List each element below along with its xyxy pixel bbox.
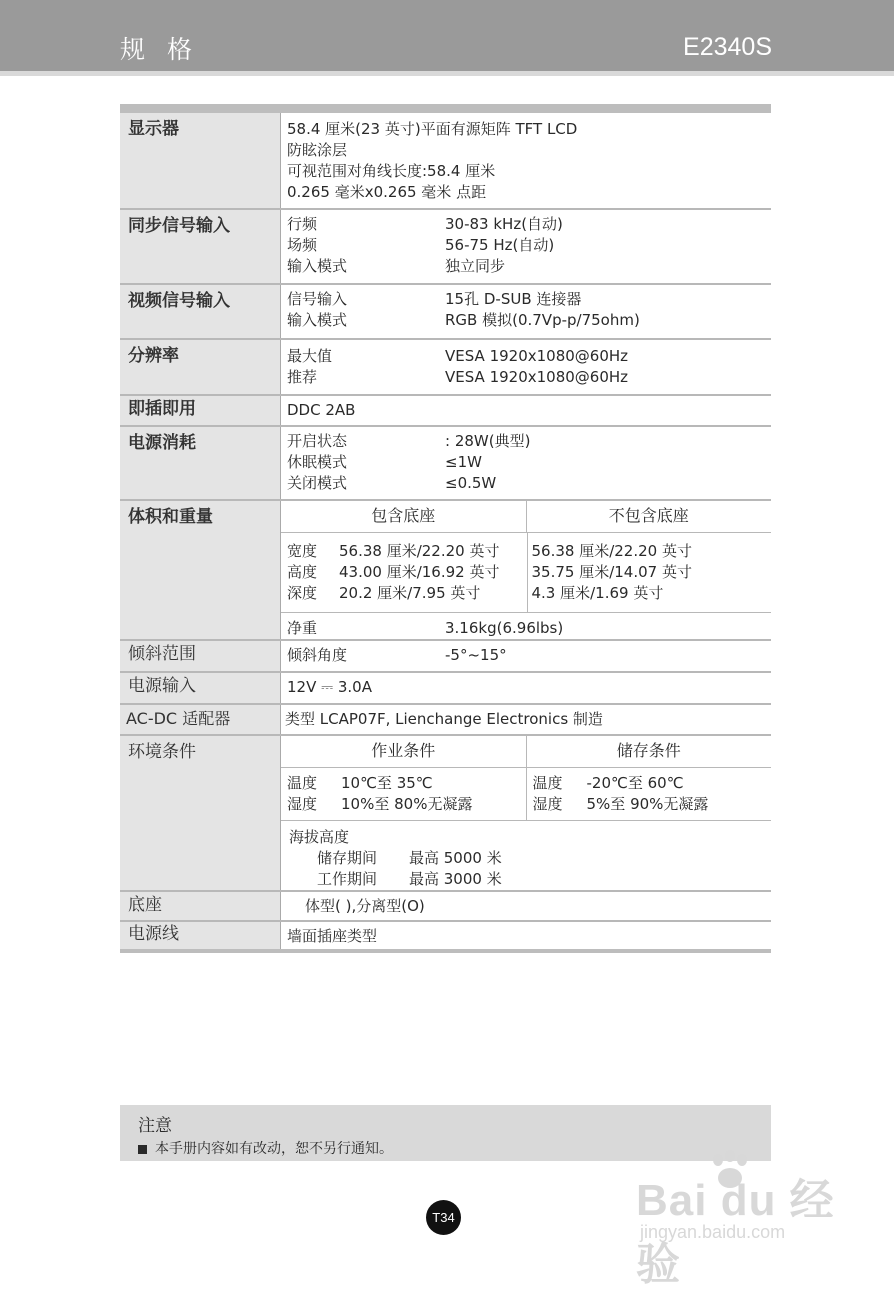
header-without-stand: 不包含底座 [608, 506, 689, 525]
environment-values [281, 768, 771, 821]
sync-key: 行频 [287, 215, 318, 233]
height-without: 35.75 厘米/14.07 英寸 [531, 563, 692, 581]
power-value: ≤1W [445, 453, 482, 471]
video-key: 输入模式 [287, 311, 348, 329]
label-adapter: AC-DC 适配器 [120, 705, 281, 734]
humidity-key: 湿度 [287, 795, 318, 813]
value-power [281, 427, 771, 499]
depth-with: 20.2 厘米/7.95 英寸 [339, 584, 481, 602]
watermark-brand: Bai du 经验 [636, 1176, 835, 1289]
row-display [120, 113, 771, 210]
height-key: 高度 [287, 563, 318, 581]
environment-header [281, 736, 771, 768]
depth-without: 4.3 厘米/1.69 英寸 [531, 584, 664, 602]
label-base: 底座 [120, 892, 281, 920]
env-storage [527, 768, 772, 820]
display-line: 防眩涂层 [287, 141, 348, 159]
row-dimensions [120, 501, 771, 641]
altitude-title: 海拔高度 [289, 828, 350, 846]
display-line: 可视范围对角线长度:58.4 厘米 [287, 162, 496, 180]
width-key: 宽度 [287, 542, 318, 560]
sync-key: 场频 [287, 236, 318, 254]
note-title: 注意 [138, 1116, 172, 1136]
value-video [281, 285, 771, 338]
altitude-storage-value: 最高 5000 米 [409, 849, 502, 867]
dimensions-header [281, 501, 771, 533]
row-plug [120, 396, 771, 427]
watermark-url: jingyan.baidu.com [640, 1222, 786, 1242]
video-value: RGB 模拟(0.7Vp-p/75ohm) [445, 311, 640, 329]
power-key: 关闭模式 [287, 474, 348, 492]
sync-key: 输入模式 [287, 257, 348, 275]
page-header [0, 0, 894, 76]
value-sync [281, 210, 771, 283]
label-sync: 同步信号输入 [120, 210, 281, 283]
label-tilt: 倾斜范围 [120, 641, 281, 671]
humidity-storage: 5%至 90%无凝露 [586, 795, 709, 813]
humidity-operating: 10%至 80%无凝露 [341, 795, 473, 813]
video-value: 15孔 D-SUB 连接器 [445, 290, 582, 308]
humidity-key: 湿度 [532, 795, 563, 813]
dims-with-stand [281, 533, 528, 612]
tilt-value: -5°~15° [445, 646, 507, 664]
header-operating: 作业条件 [281, 736, 527, 767]
value-power-input: 12V ⎓ 3.0A [287, 678, 372, 696]
sync-value: 30-83 kHz(自动) [445, 215, 563, 233]
altitude-work-value: 最高 3000 米 [409, 870, 502, 888]
row-base [120, 892, 771, 922]
page-number: T34 [426, 1200, 461, 1235]
sync-value: 独立同步 [445, 257, 506, 275]
resolution-key: 推荐 [287, 368, 318, 386]
value-display [281, 113, 771, 208]
net-weight-key: 净重 [287, 619, 318, 637]
value-plug: DDC 2AB [287, 401, 356, 419]
video-key: 信号输入 [287, 290, 348, 308]
row-video [120, 285, 771, 340]
label-cord: 电源线 [120, 922, 281, 949]
page-title: 规格 [120, 35, 215, 64]
resolution-value: VESA 1920x1080@60Hz [445, 368, 629, 386]
label-environment: 环境条件 [120, 736, 281, 890]
label-dimensions: 体积和重量 [120, 501, 281, 639]
row-power-input [120, 673, 771, 705]
row-resolution [120, 340, 771, 396]
value-environment [281, 736, 771, 890]
label-video: 视频信号输入 [120, 285, 281, 338]
header-storage: 储存条件 [616, 741, 681, 760]
label-resolution: 分辨率 [120, 340, 281, 394]
altitude-work-key: 工作期间 [317, 870, 378, 888]
value-resolution [281, 340, 771, 394]
env-operating [281, 768, 527, 820]
row-power [120, 427, 771, 501]
header-with-stand: 包含底座 [281, 501, 527, 532]
baidu-watermark [636, 1150, 846, 1289]
power-value: ≤0.5W [445, 474, 497, 492]
power-value: : 28W(典型) [445, 432, 531, 450]
dimensions-values [281, 533, 771, 612]
height-with: 43.00 厘米/16.92 英寸 [339, 563, 500, 581]
label-plug: 即插即用 [120, 396, 281, 425]
power-key: 开启状态 [287, 432, 348, 450]
net-weight-value: 3.16kg(6.96lbs) [445, 619, 564, 637]
value-dimensions [281, 501, 771, 639]
value-tilt [281, 641, 771, 671]
label-power: 电源消耗 [120, 427, 281, 499]
depth-key: 深度 [287, 584, 318, 602]
note-text: 本手册内容如有改动，恕不另行通知。 [155, 1141, 393, 1157]
dims-without-stand [528, 533, 772, 612]
net-weight [281, 612, 771, 639]
tilt-key: 倾斜角度 [287, 646, 348, 664]
altitude-block [281, 821, 771, 894]
label-power-input: 电源输入 [120, 673, 281, 703]
row-adapter [120, 705, 771, 736]
row-environment [120, 736, 771, 892]
temp-storage: -20℃至 60℃ [586, 774, 684, 792]
value-base: 体型( ),分离型(O) [305, 897, 425, 915]
power-key: 休眠模式 [287, 453, 348, 471]
temp-operating: 10℃至 35℃ [341, 774, 433, 792]
width-with: 56.38 厘米/22.20 英寸 [339, 542, 500, 560]
temp-key: 温度 [532, 774, 563, 792]
row-sync [120, 210, 771, 285]
spec-table [120, 104, 771, 953]
row-cord [120, 922, 771, 949]
width-without: 56.38 厘米/22.20 英寸 [531, 542, 692, 560]
sync-value: 56-75 Hz(自动) [445, 236, 555, 254]
altitude-storage-key: 储存期间 [317, 849, 378, 867]
row-tilt [120, 641, 771, 673]
resolution-key: 最大值 [287, 347, 333, 365]
temp-key: 温度 [287, 774, 318, 792]
resolution-value: VESA 1920x1080@60Hz [445, 347, 629, 365]
value-adapter: 类型 LCAP07F, Lienchange Electronics 制造 [285, 710, 603, 728]
header-strip [0, 71, 894, 76]
display-line: 58.4 厘米(23 英寸)平面有源矩阵 TFT LCD [287, 120, 578, 138]
model-number: E2340S [683, 33, 772, 61]
value-cord: 墙面插座类型 [287, 927, 378, 945]
label-display: 显示器 [120, 113, 281, 208]
bullet-square-icon [138, 1145, 147, 1154]
display-line: 0.265 毫米x0.265 毫米 点距 [287, 183, 487, 201]
